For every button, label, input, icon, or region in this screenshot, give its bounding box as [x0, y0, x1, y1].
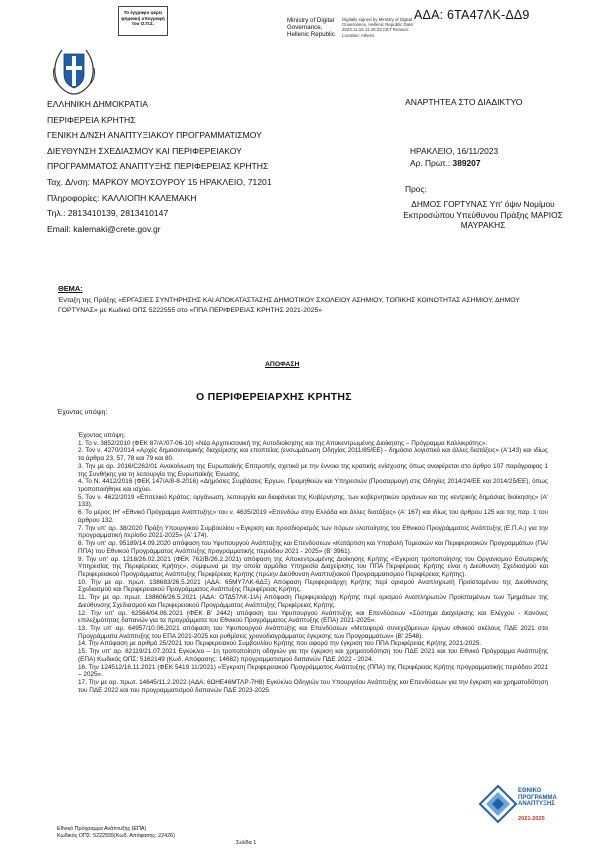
protocol-number: [410, 158, 480, 168]
header-line: ΠΡΟΓΡΑΜΜΑΤΟΣ ΑΝΑΠΤΥΞΗΣ ΠΕΡΙΦΕΡΕΙΑΣ ΚΡΗΤΗΣ: [47, 161, 269, 172]
list-item: 5. Τον ν. 4622/2019 «Επιτελικό Κράτος: οργάνωση, λειτουργία και διαφάνεια της Κυβέρνησης, των κυβερνητικών οργάνων και της κεντρικής δημόσιας διοίκησης» (Α' 133).: [78, 493, 548, 509]
page-footer: [57, 826, 175, 840]
header-line: ΔΙΕΥΘΥΝΣΗ ΣΧΕΔΙΑΣΜΟΥ ΚΑΙ ΠΕΡΙΦΕΡΕΙΑΚΟΥ: [47, 145, 242, 156]
publication-note: ΑΝΑΡΤΗΤΕΑ ΣΤΟ ΔΙΑΔΙΚΤΥΟ: [405, 97, 523, 107]
header-line: Πληροφορίες: ΚΑΛΛΙΟΠΗ ΚΑΛΕΜΑΚΗ: [47, 192, 197, 203]
list-item: 1. Το ν. 3852/2010 (ΦΕΚ 87/Α'/07-06-10) «Νέα Αρχιτεκτονική της Αυτοδιοίκησης και της Αποκεντρωμένης Διοίκησης – Πρόγραμμα Καλλικράτης».: [78, 439, 488, 447]
list-item: 17. Την με αρ. πρωτ. 14645/11.2.2022 (ΑΔΑ: 6ΩΗΕ46ΜΤΛΡ-7Η8) Εγκύκλιο Οδηγιών του Υπουργείου Ανάπτυξης και Επενδύσεων για την έγκριση και χρηματοδότηση του ΠΔΕ 2022 και του προγραμματισμού δαπανών ΠΔΕ 2023-2025.: [78, 679, 548, 694]
list-item: 4. Το Ν. 4412/2016 (ΦΕΚ 147/Α/8-8-2016) «Δημόσιες Συμβάσεις Έργων, Προμηθειών και Υπηρεσιών (Προσαρμογή στις Οδηγίες 2014/24/ΕΕ και 2014/25/ΕΕ), όπως τροποποιήθηκε και ισχύει.: [78, 478, 548, 494]
header-line: Email: kalemaki@crete.gov.gr: [47, 223, 161, 234]
recipient: ΔΗΜΟΣ ΓΟΡΤΥΝΑΣ Υπ' όψιν Νομίμου Εκπροσώπου Υπεύθυνου Πράξης ΜΑΡΙΟΣ ΜΑΥΡΑΚΗΣ: [403, 199, 563, 230]
national-development-programme-logo: [478, 784, 588, 842]
header-line: Ταχ. Δ/νση: ΜΑΡΚΟΥ ΜΟΥΣΟΥΡΟΥ 15 ΗΡΑΚΛΕΙΟ, 71201: [47, 176, 272, 187]
list-item: 7. Την υπ' αρ. 38/2020 Πράξη Υπουργικού Συμβουλίου «Έγκριση και προσδιορισμός των πόρων υλοποίησης του Εθνικού Προγράμματος Ανάπτυξης (Ε.Π.Α.) για την προγραμματική περίοδο 2021-2025» (Α' 174).: [78, 524, 548, 540]
footer-line: Κωδικός ΟΠΣ: 5222555(Κωδ. Απόφασης: 22426): [57, 833, 175, 839]
list-item: 13. Την υπ' αρ. 64957/10.06.2021 απόφαση του Υφυπουργού Ανάπτυξης και Επενδύσεων «Μεταφορά συνεχιζόμενων έργων εθνικού σκέλους ΠΔΕ 2021 στα Προγράμματα Ανάπτυξης του ΕΠΑ 2021-2025 και ρυθμίσεις χρονοδιαγράμματος έγκρισης των Προγραμμάτων» (Β' 2548).: [78, 624, 548, 640]
list-item: 3. Την με αρ. 2016/C262/01 Ανακοίνωση της Ευρωπαϊκής Επιτροπής σχετικά με την έννοια της κρατικής ενίσχυσης όπως αναφέρεται στο άρθρο 107 παράγραφος 1 της Συνθήκης για τη λειτουργία της Ευρωπαϊκής Ένωσης.: [78, 462, 548, 478]
page-number: Σελίδα 1: [236, 840, 257, 846]
hellenic-republic-emblem-icon: [42, 38, 106, 98]
header-line: ΓΕΝΙΚΗ Δ/ΝΣΗ ΑΝΑΠΤΥΞΙΑΚΟΥ ΠΡΟΓΡΑΜΜΑΤΙΣΜΟΥ: [47, 130, 262, 141]
to-label: Προς:: [405, 184, 427, 194]
stamp-text: Το έγγραφο φέρει ψηφιακή υπογραφή του Ο.Π.Σ.: [121, 10, 165, 27]
decision-title: ΑΠΟΦΑΣΗ: [265, 361, 300, 368]
list-item: 2. Τον ν. 4270/2014 «Αρχές δημοσιονομικής διαχείρισης και εποπτείας (ενσωμάτωση Οδηγίας 2011/85/ΕΕ) - δημόσιο λογιστικό και άλλες διατάξεις» (Α'143) και ιδίως τα άρθρα 23, 57, 78 και 79 και 80.: [78, 447, 548, 463]
list-item: 12. Την υπ' αρ. 62564/04.06.2021 (ΦΕΚ Β' 2442) απόφαση του Υφυπουργού Ανάπτυξης και Επενδύσεων «Σύστημα Διαχείρισης και Ελέγχου - Κανόνες επιλεξιμότητας δαπανών για τα προγράμματα του Εθνικού Προγράμματος Ανάπτυξης (ΕΠΑ) 2021-2025».: [78, 609, 548, 625]
list-item: 6. Το μέρος ΙΗ' «Εθνικό Πρόγραμμα Ανάπτυξης» του ν. 4635/2019 «Επενδύω στην Ελλάδα και άλλες διατάξεις» (Α' 167) και ιδίως του άρθρου 125 και της παρ. 1 του άρθρου 132.: [78, 509, 548, 524]
list-item: 14. Την Απόφαση με αριθμό 25/2021 του Περιφερειακού Συμβουλίου Κρήτης που αφορά την έγκριση του ΠΠΑ Περιφέρειας Κρήτης 2021-2025.: [78, 640, 482, 648]
protocol-label: Αρ. Πρωτ.:: [410, 158, 453, 168]
list-item: 16. Την 124512/16.11.2021 (ΦΕΚ 5419 11/2021) «Έγκριση Περιφερειακού Προγράμματος Ανάπτυξης (ΠΠΑ) της Περιφέρειας Κρήτης προγραμματικής περιόδου 2021 – 2025».: [78, 663, 548, 679]
document-date: ΗΡΑΚΛΕΙΟ, 16/11/2023: [410, 146, 499, 156]
sender-header: [47, 97, 272, 237]
considering-heading: Έχοντας υπόψη:: [78, 432, 126, 439]
list-item: 11. Την με αρ. πρωτ. 138606/26.5.2021 (ΑΔΑ: ΟΤΔ57ΛΚ-1ΙΑ) Απόφαση Περιφερειάρχη Κρήτης περί ορισμού Αναπληρωτών Προϊσταμένων των Τμημάτων της Διεύθυνσης Σχεδιασμού και Περιφερειακού Προγράμματος Ανάπτυξης Περιφέρειας Κρήτης.: [78, 594, 548, 609]
subject-label: ΘΕΜΑ:: [58, 284, 83, 293]
signer-text: Ministry of Digital Governance, Hellenic Republic: [287, 17, 335, 38]
footer-line: Εθνικό Πρόγραμμα Ανάπτυξης (ΕΠΑ): [57, 826, 147, 832]
header-line: ΕΛΛΗΝΙΚΗ ΔΗΜΟΚΡΑΤΙΑ: [47, 99, 148, 109]
ada-code: ΑΔΑ: 6ΤΑ47ΛΚ-ΔΔ9: [414, 8, 530, 22]
list-item: 8. Την υπ' αρ. 95189/14.09.2020 απόφαση του Υφυπουργού Ανάπτυξης και Επενδύσεων «Κατάρτιση και Υποβολή Τομεακών και Περιφερειακών Προγραμμάτων (ΠΑ/ΠΠΑ) του Εθνικού Προγράμματος Ανάπτυξης προγραμματικής περιόδου 2021 - 2025» (Β' 3961).: [78, 540, 548, 555]
digital-signature-stamp: [118, 6, 168, 36]
programme-logo-icon: [478, 784, 518, 824]
subject-text: Ένταξη της Πράξης «ΕΡΓΑΣΙΕΣ ΣΥΝΤΗΡΗΣΗΣ ΚΑΙ ΑΠΟΚΑΤΑΣΤΑΣΗΣ ΔΗΜΟΤΙΚΟΥ ΣΧΟΛΕΙΟΥ ΑΣΗΜΙΟΥ, ΤΟΠΙΚΗΣ ΚΟΙΝΟΤΗΤΑΣ ΑΣΗΜΙΟΥ, ΔΗΜΟΥ ΓΟΡΤΥΝΑΣ» με Κωδικό ΟΠΣ 5222555 στο «ΠΠΑ ΠΕΡΙΦΕΡΕΙΑΣ ΚΡΗΤΗΣ 2021-2025»: [58, 297, 520, 315]
list-item: 10. Την με αρ. πρωτ. 138683/26.5.2021 (ΑΔΑ: 65ΜΥ7ΛΚ-6ΔΞ) Απόφαση Περιφερειάρχη Κρήτης περί ορισμού Αναπληρωτή Προϊσταμένου της Διεύθυνσης Σχεδιασμού και Περιφερειακού Προγράμματος Ανάπτυξης Περιφέρειας Κρήτης.: [78, 578, 548, 594]
considerations-list: [78, 432, 548, 694]
logo-line: ΑΝΑΠΤΥΞΗΣ: [518, 801, 555, 808]
protocol-value: 389207: [452, 158, 481, 168]
header-line: ΠΕΡΙΦΕΡΕΙΑ ΚΡΗΤΗΣ: [47, 114, 136, 125]
considering-heading: Έχοντας υπόψη:: [57, 409, 108, 416]
signer-name: [287, 17, 343, 38]
list-item: 15. Την υπ' αρ. 82119/21.07.2021 Εγκύκλιο – 1η τροποποίηση οδηγιών για την έγκριση και χρηματοδότηση του ΠΔΕ 2021 και του Εθνικό Πρόγραμμα Ανάπτυξης (ΕΠΑ) Κωδικός ΟΠΣ: 5162149 (Κωδ. Απόφασης: 14682) προγραμματισμού δαπανών ΠΔΕ 2022 - 2024.: [78, 648, 548, 663]
logo-years: 2021-2025: [518, 816, 545, 822]
regional-governor-title: Ο ΠΕΡΙΦΕΡΕΙΑΡΧΗΣ ΚΡΗΤΗΣ: [196, 391, 352, 403]
header-line: Τηλ.: 2813410139, 2813410147: [47, 208, 169, 219]
logo-line: ΕΘΝΙΚΟ: [518, 788, 542, 794]
list-item: 9. Την υπ' αρ. 1218/26.02.2021 (ΦΕΚ 762/Β/26.2.2021) απόφαση της Αποκεντρωμένης Διοίκησης Κρήτης «Έγκριση τροποποίησης του Οργανισμού Εσωτερικής Υπηρεσίας της Περιφέρειας Κρήτης», σύμφωνα με την οποία αρμόδια Υπηρεσία Διαχείρισης του ΠΠΑ Περιφέρειας Κρήτης είναι η Διεύθυνση Σχεδιασμού και Περιφερειακού Προγράμματος Ανάπτυξης Περιφέρειας Κρήτης (πρώην Διεύθυνση Αναπτυξιακού Προγραμματισμού Περιφέρειας Κρήτης).: [78, 555, 548, 578]
logo-line: ΠΡΟΓΡΑΜΜΑ: [518, 794, 557, 801]
signature-details: Digitally signed by Ministry of Digital Governance, Hellenic Republic Date: 2023.11.16 11:45:33 CET Reason: Location: Athens: [342, 17, 414, 38]
